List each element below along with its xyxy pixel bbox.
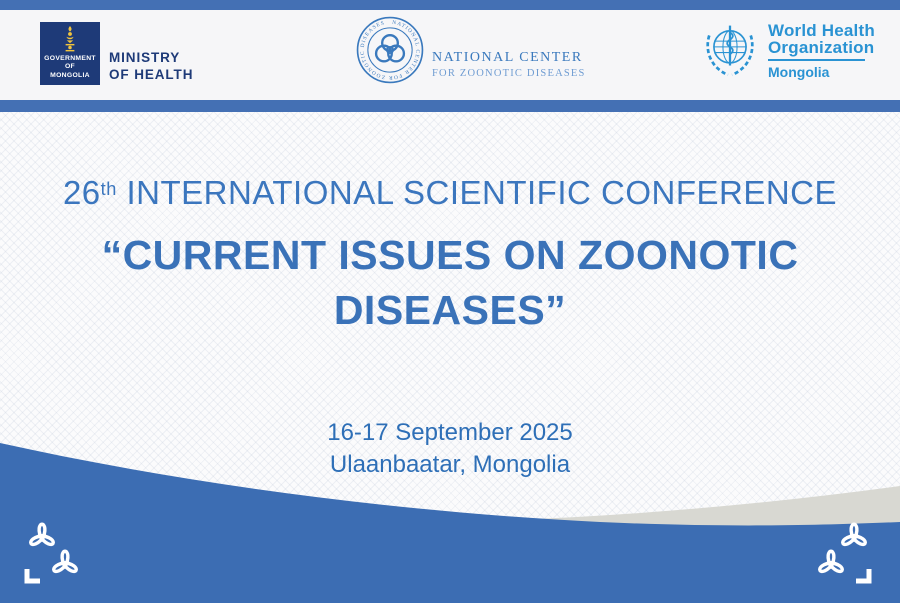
header-divider-bar <box>0 100 900 112</box>
triquetra-icon <box>30 524 55 546</box>
nczd-name-line1: NATIONAL CENTER <box>432 50 583 66</box>
conference-heading <box>0 174 900 212</box>
triquetra-icon <box>842 524 867 546</box>
ministry-name-line1: MINISTRY <box>109 50 181 66</box>
conference-heading-text: INTERNATIONAL SCIENTIFIC CONFERENCE <box>116 174 838 211</box>
who-emblem-icon <box>702 23 758 79</box>
knot-ornament-right <box>813 519 875 585</box>
who-wordmark <box>768 22 875 80</box>
bottom-wave <box>0 438 900 603</box>
top-accent-bar <box>0 0 900 10</box>
nczd-ring-text: NATIONAL CENTER FOR ZOONOTIC DISEASES <box>359 19 421 81</box>
triquetra-icon <box>819 551 844 573</box>
soyombo-icon <box>61 26 79 52</box>
who-country-label: Mongolia <box>768 64 830 80</box>
event-location: Ulaanbaatar, Mongolia <box>329 450 571 478</box>
header-logo-band <box>0 10 900 100</box>
nczd-name-line2: FOR ZOONOTIC DISEASES <box>432 67 586 79</box>
conference-title-line2: DISEASES” <box>333 286 567 333</box>
government-logo-group <box>40 22 193 85</box>
conference-ordinal: th <box>100 178 117 199</box>
conference-number: 26 <box>62 174 101 211</box>
conference-title <box>0 228 900 337</box>
who-logo-group <box>702 22 875 80</box>
government-emblem-caption-line1: GOVERNMENT OF <box>44 54 96 71</box>
who-name-line1: World Health <box>768 21 875 40</box>
nczd-name <box>432 50 586 80</box>
government-emblem <box>40 22 100 85</box>
conference-title-line1: “CURRENT ISSUES ON ZOONOTIC <box>101 232 799 278</box>
knot-ornament-left <box>21 519 83 585</box>
corner-mark-icon <box>856 569 869 581</box>
biohazard-icon <box>376 35 404 61</box>
government-emblem-caption-line2: MONGOLIA <box>50 71 90 79</box>
nczd-logo-group <box>356 16 586 84</box>
event-date: 16-17 September 2025 <box>327 419 573 447</box>
triquetra-icon <box>53 551 78 573</box>
nczd-seal-icon <box>356 16 424 84</box>
ministry-name <box>109 50 193 85</box>
corner-mark-icon <box>27 569 40 581</box>
who-divider-line <box>768 59 865 61</box>
who-name-line2: Organization <box>768 38 875 57</box>
ministry-name-line2: OF HEALTH <box>109 67 194 83</box>
